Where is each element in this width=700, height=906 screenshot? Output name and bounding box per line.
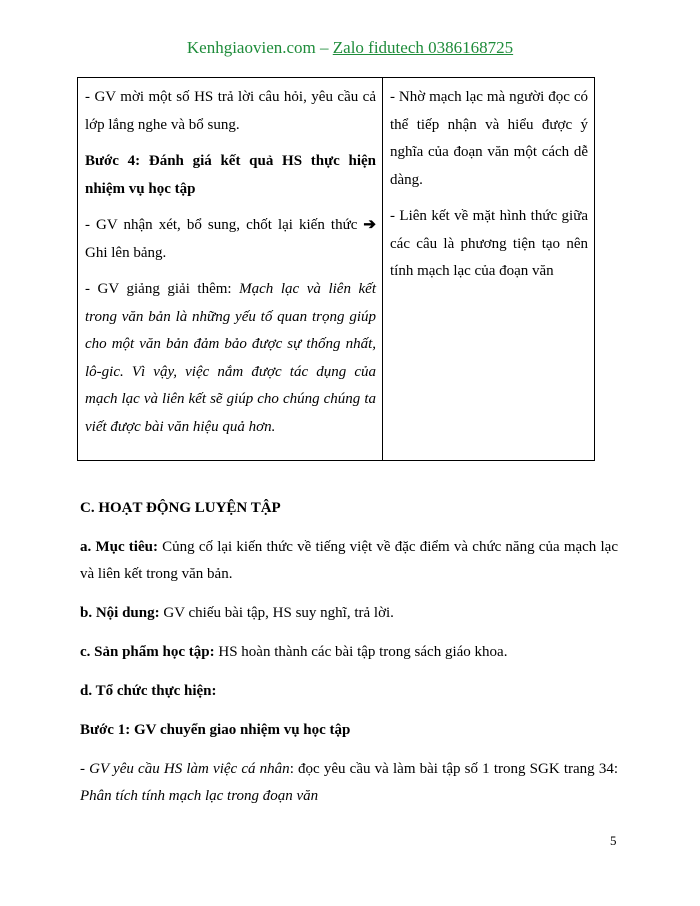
organization-heading: d. Tổ chức thực hiện: <box>80 683 217 699</box>
left-paragraph-3: - GV giảng giải thêm: Mạch lạc và liên kết trong văn bản là những yếu tố quan trọng giúp cho một văn bản đảm bảo được sự thống nhất, lô-gic. Vì vậy, việc nắm được tác dụng của mạch lạc và liên kết sẽ giúp cho chúng chúng ta viết được bài văn hiệu quả hơn. <box>85 281 376 435</box>
task-paragraph: - GV yêu cầu HS làm việc cá nhân: đọc yêu cầu và làm bài tập số 1 trong SGK trang 34: Phân tích tính mạch lạc trong đoạn văn <box>80 761 618 804</box>
section-title: C. HOẠT ĐỘNG LUYỆN TẬP <box>80 500 281 516</box>
lesson-table <box>77 77 595 461</box>
product-paragraph: c. Sản phẩm học tập: HS hoàn thành các bài tập trong sách giáo khoa. <box>80 644 508 660</box>
header-separator: – <box>315 38 333 57</box>
zalo-link[interactable]: Zalo fidutech 0386168725 <box>332 38 514 57</box>
teacher-activity-cell <box>78 78 383 461</box>
table-row <box>78 78 595 461</box>
page-number: 5 <box>610 833 617 848</box>
right-paragraph-1: - Nhờ mạch lạc mà người đọc có thể tiếp nhận và hiểu được ý nghĩa của đoạn văn một cách dễ dàng. <box>390 89 588 188</box>
page-header <box>0 38 700 58</box>
arrow-icon: ➔ <box>363 217 376 233</box>
product-cell <box>383 78 595 461</box>
objective-paragraph: a. Mục tiêu: Củng cố lại kiến thức về tiếng việt về đặc điểm và chức năng của mạch lạc và liên kết trong văn bản. <box>80 539 618 582</box>
section-body <box>80 495 618 822</box>
left-paragraph-2: - GV nhận xét, bổ sung, chốt lại kiến thức ➔ Ghi lên bảng. <box>85 217 376 261</box>
step-4-heading: Bước 4: Đánh giá kết quả HS thực hiện nhiệm vụ học tập <box>85 153 376 197</box>
right-paragraph-2: - Liên kết về mặt hình thức giữa các câu là phương tiện tạo nên tính mạch lạc của đoạn văn <box>390 208 588 279</box>
content-paragraph: b. Nội dung: GV chiếu bài tập, HS suy nghĩ, trả lời. <box>80 605 394 621</box>
step-1-heading: Bước 1: GV chuyển giao nhiệm vụ học tập <box>80 722 351 738</box>
site-link[interactable]: Kenhgiaovien.com <box>186 38 316 57</box>
left-paragraph-1: - GV mời một số HS trả lời câu hỏi, yêu cầu cả lớp lắng nghe và bổ sung. <box>85 89 376 133</box>
